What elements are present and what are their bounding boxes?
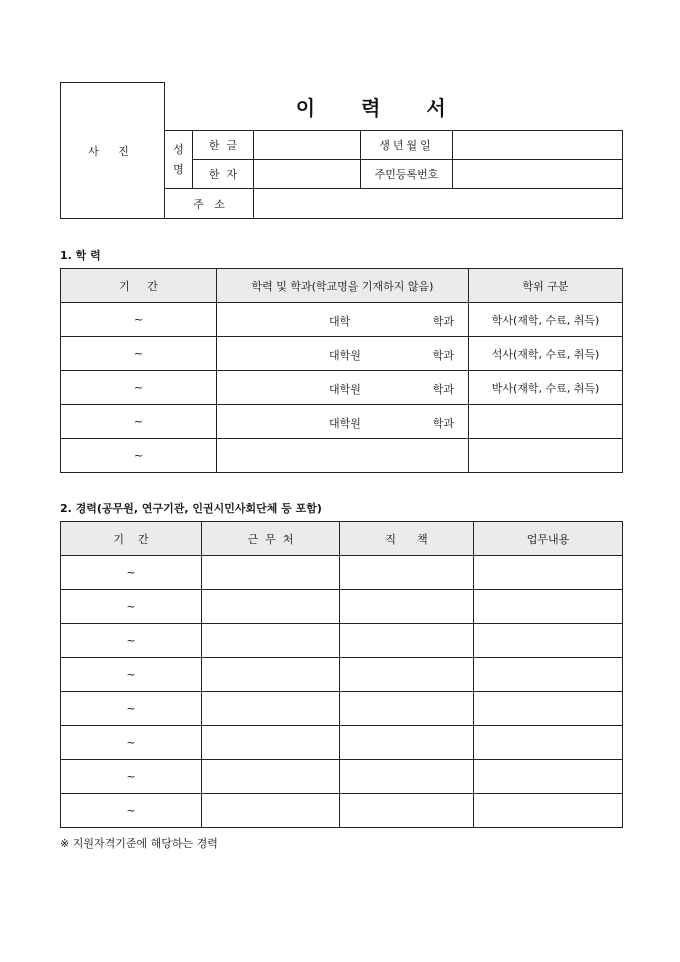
table-row [61, 726, 623, 760]
edu-institution: 대학원 [329, 349, 361, 362]
career-note: ※ 지원자격기준에 해당하는 경력 [60, 837, 218, 850]
career-workplace[interactable] [202, 692, 340, 726]
address-label: 주 소 [165, 189, 254, 219]
career-duties[interactable] [474, 794, 623, 828]
education-table [60, 268, 623, 473]
career-period[interactable]: ~ [61, 658, 202, 692]
career-duties[interactable] [474, 658, 623, 692]
edu-period[interactable]: ~ [61, 303, 217, 337]
career-duties[interactable] [474, 556, 623, 590]
edu-institution: 대학 [329, 315, 351, 328]
career-period[interactable]: ~ [61, 726, 202, 760]
edu-dept: 학과 [432, 383, 454, 396]
edu-period[interactable]: ~ [61, 439, 217, 473]
edu-period[interactable]: ~ [61, 405, 217, 439]
table-row [61, 371, 623, 405]
table-row [61, 794, 623, 828]
career-workplace[interactable] [202, 624, 340, 658]
hanja-name-field[interactable] [254, 160, 361, 189]
table-row [61, 439, 623, 473]
career-period[interactable]: ~ [61, 590, 202, 624]
birth-field[interactable] [453, 131, 623, 160]
page-title: 이력서 [295, 95, 492, 120]
table-row [61, 303, 623, 337]
career-position[interactable] [340, 624, 474, 658]
career-duties[interactable] [474, 590, 623, 624]
edu-institution: 대학원 [329, 383, 361, 396]
career-position[interactable] [340, 760, 474, 794]
edu-major-cell[interactable] [217, 405, 469, 439]
career-period[interactable]: ~ [61, 794, 202, 828]
edu-degree[interactable] [469, 439, 623, 473]
career-position[interactable] [340, 692, 474, 726]
photo-label: 사 진 [88, 144, 137, 158]
table-row [61, 658, 623, 692]
photo-box [61, 83, 165, 219]
career-workplace[interactable] [202, 794, 340, 828]
table-row [61, 624, 623, 658]
career-workplace[interactable] [202, 760, 340, 794]
career-period[interactable]: ~ [61, 556, 202, 590]
edu-degree[interactable]: 석사(재학, 수료, 취득) [469, 337, 623, 371]
career-workplace[interactable] [202, 556, 340, 590]
edu-dept: 학과 [432, 315, 454, 328]
edu-period[interactable]: ~ [61, 337, 217, 371]
career-period[interactable]: ~ [61, 692, 202, 726]
birth-label: 생년월일 [361, 131, 453, 160]
career-workplace[interactable] [202, 726, 340, 760]
edu-degree[interactable] [469, 405, 623, 439]
edu-dept: 학과 [432, 349, 454, 362]
hanja-label: 한 자 [193, 160, 254, 189]
career-duties[interactable] [474, 692, 623, 726]
edu-institution: 대학원 [329, 417, 361, 430]
korean-label: 한 글 [193, 131, 254, 160]
career-position[interactable] [340, 556, 474, 590]
career-position[interactable] [340, 794, 474, 828]
title-cell [165, 83, 623, 131]
name-label: 성 명 [165, 131, 193, 189]
table-row [61, 556, 623, 590]
edu-major-cell[interactable] [217, 371, 469, 405]
edu-dept: 학과 [432, 417, 454, 430]
table-row [61, 337, 623, 371]
career-workplace[interactable] [202, 658, 340, 692]
edu-degree[interactable]: 학사(재학, 수료, 취득) [469, 303, 623, 337]
education-section-title: 1. 학 력 [60, 249, 101, 262]
edu-period[interactable]: ~ [61, 371, 217, 405]
career-position[interactable] [340, 590, 474, 624]
edu-col-major: 학력 및 학과(학교명을 기재하지 않음) [217, 269, 469, 303]
address-field[interactable] [254, 189, 623, 219]
edu-major-cell[interactable] [217, 303, 469, 337]
edu-major-cell[interactable] [217, 337, 469, 371]
career-section-title: 2. 경력(공무원, 연구기관, 인권시민사회단체 등 포함) [60, 502, 322, 515]
resident-label: 주민등록번호 [361, 160, 453, 189]
table-row [61, 590, 623, 624]
edu-col-period: 기 간 [61, 269, 217, 303]
career-duties[interactable] [474, 760, 623, 794]
career-period[interactable]: ~ [61, 760, 202, 794]
table-row [61, 692, 623, 726]
career-col-period: 기 간 [61, 522, 202, 556]
resident-field[interactable] [453, 160, 623, 189]
table-row [61, 405, 623, 439]
table-row [61, 760, 623, 794]
career-col-workplace: 근 무 처 [202, 522, 340, 556]
career-position[interactable] [340, 726, 474, 760]
edu-col-degree: 학위 구분 [469, 269, 623, 303]
edu-major-cell[interactable] [217, 439, 469, 473]
career-duties[interactable] [474, 726, 623, 760]
korean-name-field[interactable] [254, 131, 361, 160]
career-workplace[interactable] [202, 590, 340, 624]
edu-degree[interactable]: 박사(재학, 수료, 취득) [469, 371, 623, 405]
header-table [60, 82, 623, 219]
career-col-duties: 업무내용 [474, 522, 623, 556]
career-period[interactable]: ~ [61, 624, 202, 658]
career-duties[interactable] [474, 624, 623, 658]
career-table [60, 521, 623, 828]
career-col-position: 직 책 [340, 522, 474, 556]
career-position[interactable] [340, 658, 474, 692]
